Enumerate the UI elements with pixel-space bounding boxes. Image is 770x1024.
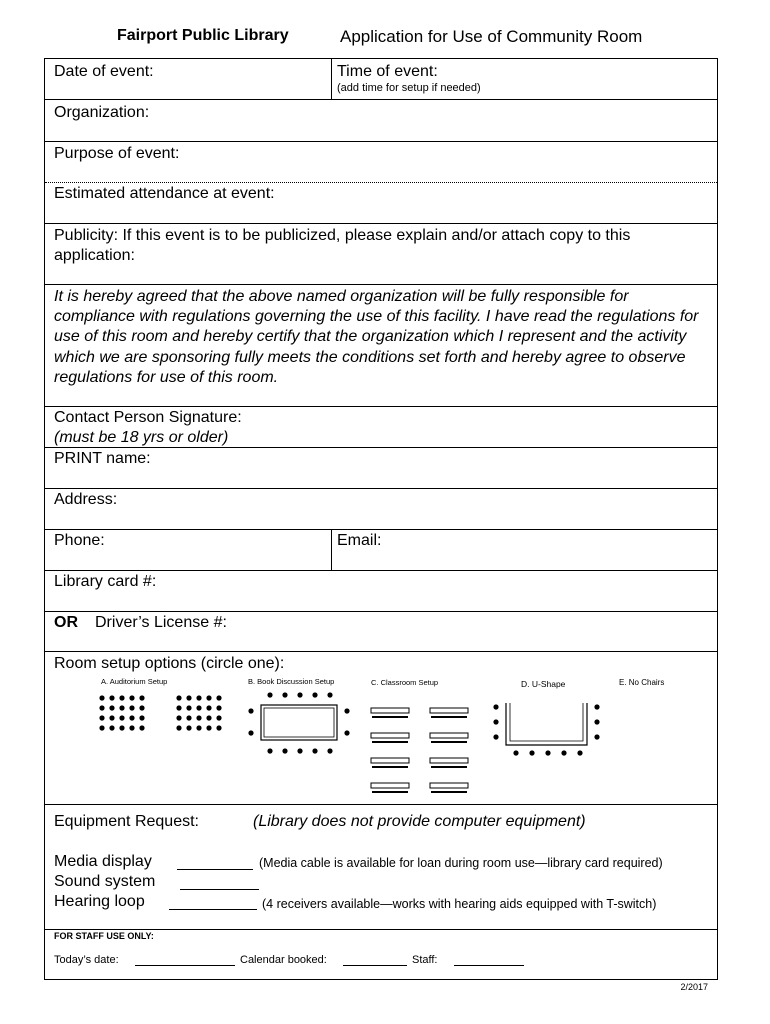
chair-dot [216,725,221,730]
chair-dot [267,692,272,697]
chair-dot [248,708,253,713]
equipment-request-label: Equipment Request: [54,813,199,830]
divider [45,406,717,407]
chair-dot [109,715,114,720]
staff-use-heading: FOR STAFF USE ONLY: [54,931,154,941]
calendar-booked-blank[interactable] [343,965,407,966]
chair-row [431,766,467,768]
chair-dot [513,750,518,755]
age-requirement-note: (must be 18 yrs or older) [54,429,229,446]
attendance-label: Estimated attendance at event: [54,185,275,202]
chair-dot [312,692,317,697]
auditorium-diagram[interactable] [99,695,221,730]
chair-dot [186,705,191,710]
classroom-table [430,783,468,788]
chair-dot [216,695,221,700]
chair-row [372,791,408,793]
divider [45,447,717,448]
hearing-loop-label: Hearing loop [54,893,145,910]
divider [45,223,717,224]
chair-row [372,766,408,768]
divider [45,488,717,489]
divider [45,929,717,930]
chair-dot [577,750,582,755]
chair-dot [561,750,566,755]
hearing-loop-blank[interactable] [169,909,257,910]
chair-dot [206,695,211,700]
agreement-statement: It is hereby agreed that the above named organization will be fully responsible for compliance with regulations governing the use of this facility. I have read the regulations for use of this room and hereby certify that the organization which I represent and the activity which we are sponsoring fully meets the conditions set forth and hereby agree to observe regulations for use of this room. [54,288,699,386]
todays-date-label: Today’s date: [54,954,119,966]
purpose-label: Purpose of event: [54,145,180,162]
chair-dot [119,705,124,710]
u-shape-diagram[interactable] [493,703,599,756]
media-display-label: Media display [54,853,152,870]
setup-option-e-label: E. No Chairs [619,678,665,687]
chair-dot [139,695,144,700]
setup-option-b-label: B. Book Discussion Setup [248,677,335,686]
date-time-divider [331,59,332,99]
chair-dot [176,695,181,700]
classroom-table [430,708,468,713]
library-card-label: Library card #: [54,573,157,590]
chair-dot [176,715,181,720]
chair-dot [176,725,181,730]
chair-dot [282,692,287,697]
classroom-table [430,758,468,763]
chair-dot [109,705,114,710]
chair-dot [344,708,349,713]
chair-row [431,741,467,743]
chair-dot [327,748,332,753]
media-cable-note: (Media cable is available for loan during room use—library card required) [259,856,663,870]
chair-dot [99,695,104,700]
contact-signature-label: Contact Person Signature: [54,409,242,426]
chair-dot [109,695,114,700]
classroom-table [371,758,409,763]
divider [45,529,717,530]
chair-dot [109,725,114,730]
staff-label: Staff: [412,954,438,966]
setup-option-d-label: D. U-Shape [521,679,566,689]
staff-initials-blank[interactable] [454,965,524,966]
time-setup-note: (add time for setup if needed) [337,82,481,94]
chair-dot [248,730,253,735]
book-discussion-diagram[interactable] [248,692,349,753]
chair-dot [119,725,124,730]
chair-dot [594,719,599,724]
chair-dot [493,704,498,709]
classroom-table [430,733,468,738]
divider [45,651,717,652]
drivers-license-label: Driver’s License #: [95,614,227,631]
phone-email-divider [331,529,332,570]
chair-dot [206,705,211,710]
chair-dot [594,734,599,739]
chair-dot [129,705,134,710]
chair-dot [594,704,599,709]
chair-dot [186,715,191,720]
classroom-table [371,708,409,713]
chair-dot [139,725,144,730]
form-title: Application for Use of Community Room [340,27,643,46]
hearing-receivers-note: (4 receivers available—works with hearing aids equipped with T-switch) [262,897,657,911]
equipment-note: (Library does not provide computer equipment) [253,813,586,830]
chair-dot [493,719,498,724]
date-of-event-label: Date of event: [54,63,154,80]
chair-dot [297,692,302,697]
print-name-label: PRINT name: [54,450,151,467]
chair-dot [129,725,134,730]
divider [45,99,717,100]
chair-dot [186,695,191,700]
divider [45,284,717,285]
chair-dot [119,715,124,720]
chair-dot [216,705,221,710]
divider [45,182,717,183]
chair-dot [312,748,317,753]
sound-system-label: Sound system [54,873,156,890]
chair-dot [99,725,104,730]
setup-option-c-label: C. Classroom Setup [371,678,439,687]
chair-dot [176,705,181,710]
phone-label: Phone: [54,532,105,549]
email-label: Email: [337,532,382,549]
chair-dot [545,750,550,755]
chair-dot [186,725,191,730]
address-label: Address: [54,491,118,508]
divider [45,141,717,142]
revision-date: 2/2017 [680,982,708,992]
chair-dot [267,748,272,753]
sound-system-blank[interactable] [180,889,259,890]
todays-date-blank[interactable] [135,965,235,966]
chair-row [372,741,408,743]
chair-dot [529,750,534,755]
divider [45,804,717,805]
chair-dot [206,715,211,720]
chair-dot [196,715,201,720]
media-display-blank[interactable] [177,869,253,870]
chair-dot [216,715,221,720]
chair-dot [139,715,144,720]
chair-dot [493,734,498,739]
classroom-table [371,783,409,788]
room-setup-label: Room setup options (circle one): [54,655,285,672]
chair-dot [139,705,144,710]
or-label: OR [54,614,78,631]
classroom-table [371,733,409,738]
chair-dot [206,725,211,730]
chair-dot [99,715,104,720]
chair-row [431,791,467,793]
room-setup-diagrams [45,689,717,804]
form-header [0,27,770,51]
chair-row [431,716,467,718]
calendar-booked-label: Calendar booked: [240,954,327,966]
setup-option-a-label: A. Auditorium Setup [101,677,168,686]
divider [45,611,717,612]
chair-dot [196,725,201,730]
time-of-event-label: Time of event: [337,63,438,80]
chair-dot [282,748,287,753]
chair-row [372,716,408,718]
publicity-label-line2: application: [54,247,135,264]
chair-dot [297,748,302,753]
classroom-diagram[interactable] [371,708,468,793]
chair-dot [119,695,124,700]
library-name: Fairport Public Library [117,27,289,44]
chair-dot [196,695,201,700]
application-form [44,58,718,980]
publicity-label-line1: Publicity: If this event is to be publicized, please explain and/or attach copy to this [54,227,631,244]
divider [45,570,717,571]
chair-dot [196,705,201,710]
chair-dot [129,715,134,720]
chair-dot [129,695,134,700]
organization-label: Organization: [54,104,150,121]
chair-dot [327,692,332,697]
chair-dot [99,705,104,710]
chair-dot [344,730,349,735]
